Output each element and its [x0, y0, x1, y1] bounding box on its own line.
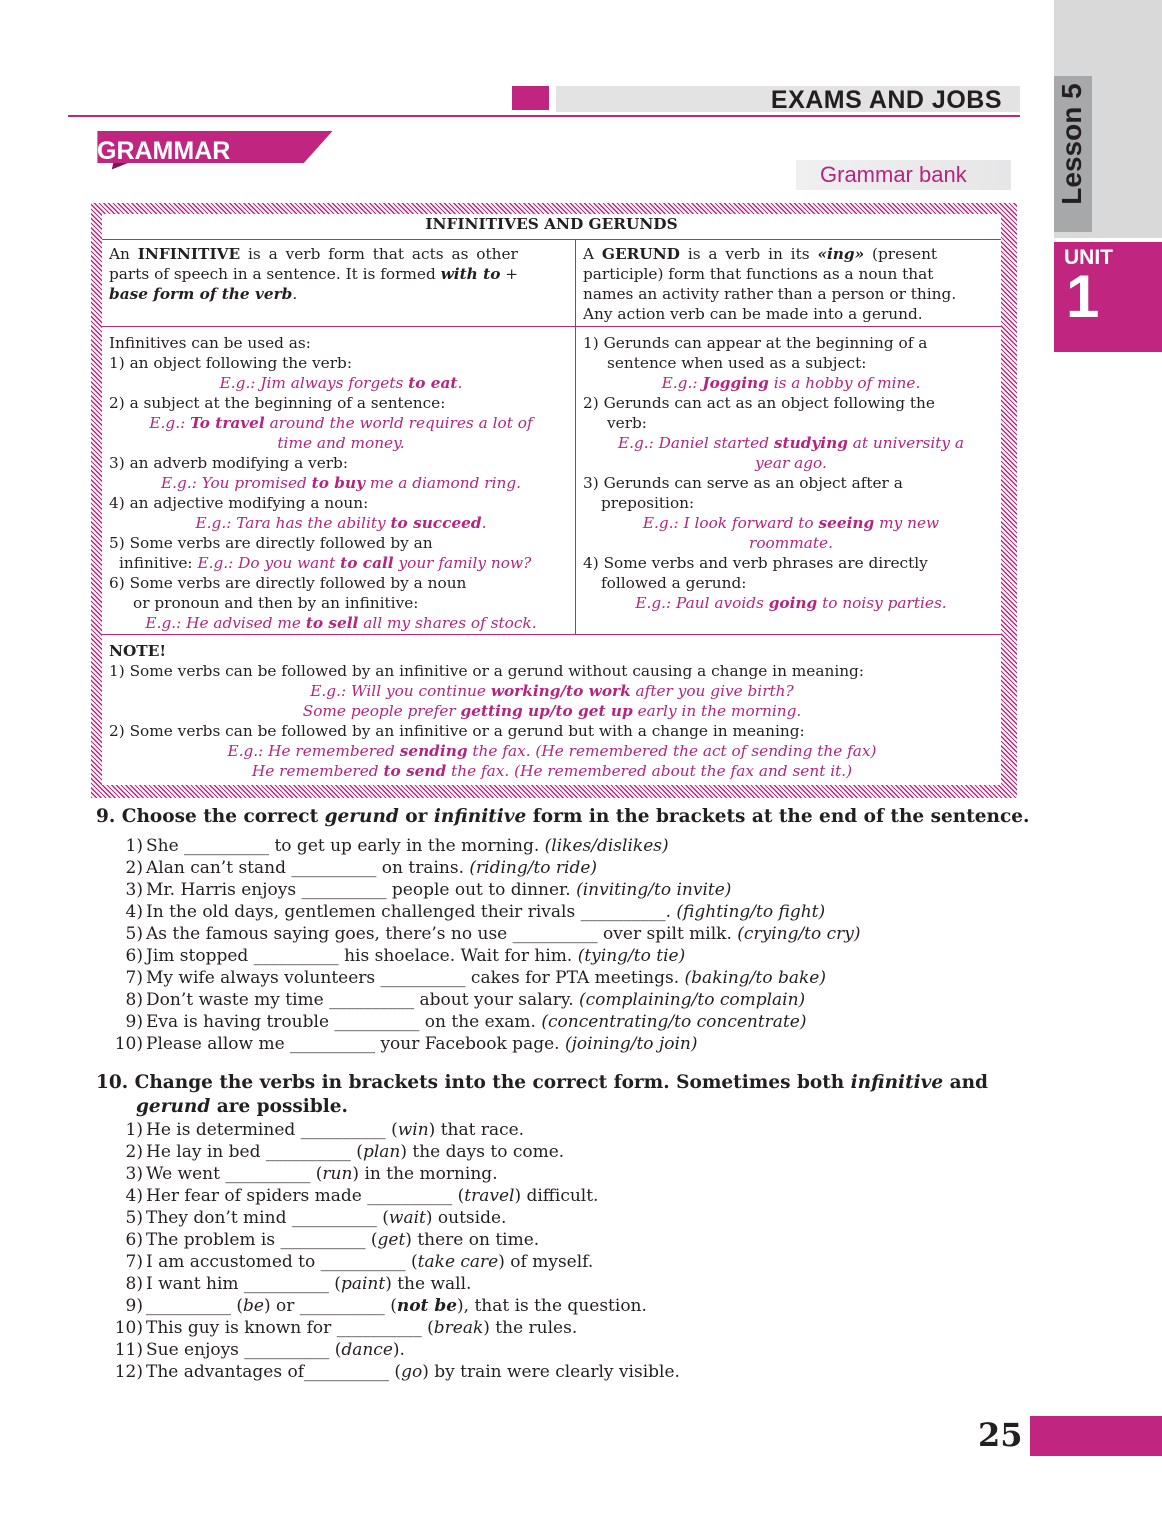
rule-line: 2) a subject at the beginning of a sentence: — [109, 394, 446, 412]
divider — [102, 326, 1001, 327]
rule-line: 4) Some verbs and verb phrases are directly — [583, 554, 928, 572]
definition-line: base form of the verb. — [109, 285, 298, 303]
grammar-bank-label: Grammar bank — [820, 162, 967, 187]
item-number: 9) — [125, 1012, 143, 1032]
rule-line: 1) an object following the verb: — [109, 354, 352, 372]
item-hint: (tying/to tie) — [577, 946, 686, 966]
rule-text: infinitive: — [119, 554, 193, 572]
rule-line — [109, 553, 573, 573]
exercise-item — [113, 1119, 524, 1141]
item-text: __________ ( — [146, 1296, 244, 1316]
example: E.g.: Tara has the ability to succeed. — [195, 514, 487, 532]
example: E.g.: Paul avoids going to noisy parties. — [635, 594, 947, 612]
definition-line: parts of speech in a sentence. It is formed with to + — [109, 265, 519, 283]
page-number: 25 — [978, 1416, 1023, 1454]
rule-line: verb: — [607, 414, 647, 432]
item-text: Sue enjoys __________ ( — [146, 1340, 342, 1360]
exercise-item — [113, 1361, 680, 1383]
item-verb: go — [401, 1362, 423, 1382]
infinitive-definition — [109, 244, 518, 304]
item-number: 11) — [114, 1340, 143, 1360]
item-hint: (crying/to cry) — [737, 924, 861, 944]
rule-line: 2) Gerunds can act as an object following the — [583, 394, 935, 412]
item-verb: plan — [362, 1142, 401, 1162]
rule-line: sentence when used as a subject: — [607, 354, 867, 372]
item-hint: (joining/to join) — [564, 1034, 698, 1054]
exercise-item — [113, 1295, 647, 1317]
item-number: 3) — [125, 880, 143, 900]
exercise-item — [113, 1229, 539, 1251]
unit-badge — [1054, 242, 1162, 352]
definition-line: names an activity rather than a person or thing. — [583, 285, 957, 303]
exercise-9-heading: 9. Choose the correct gerund or infinitive form in the brackets at the end of the sentence. — [96, 806, 1030, 827]
rule-line: followed a gerund: — [601, 574, 747, 592]
gerund-uses — [583, 333, 999, 613]
example: E.g.: He remembered sending the fax. (He remembered the act of sending the fax) — [227, 742, 877, 760]
item-text: Her fear of spiders made __________ ( — [146, 1186, 465, 1206]
item-number: 4) — [125, 902, 143, 922]
example: E.g.: Jim always forgets to eat. — [219, 374, 463, 392]
item-number: 2) — [125, 858, 143, 878]
item-text: ), that is the question. — [457, 1296, 647, 1316]
rule-line: 4) an adjective modifying a noun: — [109, 494, 369, 512]
exercise-item — [113, 1011, 806, 1033]
item-hint: (likes/dislikes) — [544, 836, 669, 856]
example: He remembered to send the fax. (He remembered about the fax and sent it.) — [251, 762, 853, 780]
item-text: This guy is known for __________ ( — [146, 1318, 434, 1338]
item-text: He is determined __________ ( — [146, 1120, 398, 1140]
rule-line: 3) Gerunds can serve as an object after a — [583, 474, 903, 492]
item-number: 6) — [125, 946, 143, 966]
item-verb: not be — [396, 1296, 458, 1316]
item-number: 5) — [125, 924, 143, 944]
item-text: The advantages of__________ ( — [146, 1362, 402, 1382]
chapter-title: EXAMS AND JOBS — [770, 86, 1002, 114]
item-text: I am accustomed to __________ ( — [146, 1252, 418, 1272]
exercise-item — [113, 1163, 498, 1185]
item-text: The problem is __________ ( — [146, 1230, 378, 1250]
item-text: He lay in bed __________ ( — [146, 1142, 363, 1162]
item-number: 1) — [125, 1120, 143, 1140]
item-text: Don’t waste my time __________ about your salary. — [146, 990, 580, 1010]
item-text: My wife always volunteers __________ cakes for PTA meetings. — [146, 968, 685, 988]
item-number: 2) — [125, 1142, 143, 1162]
item-number: 1) — [125, 836, 143, 856]
item-hint: (riding/to ride) — [469, 858, 598, 878]
item-number: 5) — [125, 1208, 143, 1228]
exercise-10-heading-cont: gerund are possible. — [136, 1096, 348, 1117]
exercise-item — [113, 967, 826, 989]
exercise-item — [113, 835, 669, 857]
note — [109, 641, 995, 781]
exercise-item — [113, 857, 597, 879]
unit-label: UNIT — [1064, 246, 1113, 269]
section-title: GRAMMAR — [97, 137, 231, 165]
item-hint: (fighting/to fight) — [676, 902, 826, 922]
item-text: Please allow me __________ your Facebook page. — [146, 1034, 565, 1054]
item-number: 10) — [114, 1034, 143, 1054]
unit-number: 1 — [1066, 263, 1100, 330]
exercise-10-heading: 10. Change the verbs in brackets into the correct form. Sometimes both infinitive and — [96, 1072, 988, 1093]
item-text: Mr. Harris enjoys __________ people out to dinner. — [146, 880, 577, 900]
example: roommate. — [749, 534, 833, 552]
item-text: ) that race. — [428, 1120, 525, 1140]
example: E.g.: He advised me to sell all my shares of stock. — [145, 614, 537, 632]
item-text: ) difficult. — [514, 1186, 599, 1206]
item-text: ) the wall. — [385, 1274, 472, 1294]
definition-line: A GERUND is a verb in its «ing» (present — [583, 245, 938, 263]
exercise-item — [113, 1251, 593, 1273]
exercise-item — [113, 1033, 697, 1055]
header-rule — [68, 115, 1020, 117]
rule-line: or pronoun and then by an infinitive: — [133, 594, 419, 612]
example: year ago. — [755, 454, 827, 472]
item-number: 8) — [125, 990, 143, 1010]
item-text: Alan can’t stand __________ on trains. — [146, 858, 470, 878]
item-text: ) the days to come. — [400, 1142, 565, 1162]
example: E.g.: I look forward to seeing my new — [642, 514, 940, 532]
item-text: As the famous saying goes, there’s no use __________ over spilt milk. — [146, 924, 738, 944]
item-number: 4) — [125, 1186, 143, 1206]
item-text: ) the rules. — [483, 1318, 578, 1338]
item-number: 3) — [125, 1164, 143, 1184]
example: E.g.: You promised to buy me a diamond ring. — [161, 474, 521, 492]
exercise-item — [113, 901, 825, 923]
item-verb: be — [243, 1296, 264, 1316]
item-number: 10) — [114, 1318, 143, 1338]
item-hint: (baking/to bake) — [684, 968, 826, 988]
item-number: 7) — [125, 1252, 143, 1272]
item-verb: run — [322, 1164, 353, 1184]
item-text: ) by train were clearly visible. — [422, 1362, 680, 1382]
item-text: ). — [392, 1340, 405, 1360]
item-number: 6) — [125, 1230, 143, 1250]
item-text: In the old days, gentlemen challenged their rivals __________. — [146, 902, 677, 922]
lesson-label: Lesson 5 — [1056, 83, 1087, 205]
example: E.g.: Jogging is a hobby of mine. — [661, 374, 921, 392]
note-title: NOTE! — [109, 642, 167, 660]
item-verb: travel — [464, 1186, 515, 1206]
rule-line: preposition: — [601, 494, 695, 512]
item-number: 8) — [125, 1274, 143, 1294]
item-verb: paint — [340, 1274, 386, 1294]
divider — [102, 634, 1001, 635]
example: E.g.: Do you want to call your family now? — [197, 554, 532, 572]
page-number-bar — [1030, 1416, 1162, 1456]
item-verb: get — [377, 1230, 406, 1250]
gerund-definition — [583, 244, 956, 324]
exercise-item — [113, 879, 731, 901]
item-text: They don’t mind __________ ( — [146, 1208, 389, 1228]
example: time and money. — [277, 434, 405, 452]
item-text: We went __________ ( — [146, 1164, 323, 1184]
item-text: Eva is having trouble __________ on the exam. — [146, 1012, 542, 1032]
definition-line: An INFINITIVE is a verb form that acts as other — [109, 245, 518, 263]
item-verb: break — [433, 1318, 484, 1338]
box-title: INFINITIVES AND GERUNDS — [425, 215, 678, 233]
item-text: Jim stopped __________ his shoelace. Wait for him. — [146, 946, 578, 966]
item-number: 9) — [125, 1296, 143, 1316]
item-verb: win — [397, 1120, 429, 1140]
exercise-item — [113, 923, 861, 945]
infinitive-uses — [109, 333, 573, 633]
item-verb: wait — [388, 1208, 426, 1228]
item-text: ) of myself. — [498, 1252, 594, 1272]
exercise-item — [113, 1273, 471, 1295]
exercise-item — [113, 1207, 506, 1229]
item-hint: (inviting/to invite) — [576, 880, 732, 900]
rule-line: 5) Some verbs are directly followed by an — [109, 534, 433, 552]
item-hint: (complaining/to complain) — [579, 990, 806, 1010]
item-text: ) in the morning. — [352, 1164, 498, 1184]
exercise-item — [113, 989, 805, 1011]
rule-line: 3) an adverb modifying a verb: — [109, 454, 349, 472]
item-text: ) outside. — [425, 1208, 507, 1228]
rule-line: Infinitives can be used as: — [109, 334, 311, 352]
exercise-item — [113, 1339, 405, 1361]
item-text: ) or __________ ( — [264, 1296, 397, 1316]
divider — [102, 239, 1001, 240]
exercise-item — [113, 1141, 564, 1163]
note-line: 1) Some verbs can be followed by an infinitive or a gerund without causing a change in meaning: — [109, 662, 865, 680]
definition-line: participle) form that functions as a noun that — [583, 265, 934, 283]
column-divider — [575, 239, 576, 634]
example: E.g.: To travel around the world requires a lot of — [149, 414, 533, 432]
item-text: I want him __________ ( — [146, 1274, 341, 1294]
exercise-item — [113, 945, 685, 967]
item-number: 12) — [114, 1362, 143, 1382]
example: E.g.: Daniel started studying at university a — [617, 434, 965, 452]
header-accent-block — [512, 86, 549, 110]
item-verb: dance — [341, 1340, 393, 1360]
note-line: 2) Some verbs can be followed by an infinitive or a gerund but with a change in meaning: — [109, 722, 805, 740]
rule-line: 6) Some verbs are directly followed by a noun — [109, 574, 467, 592]
example: Some people prefer getting up/to get up early in the morning. — [302, 702, 802, 720]
item-number: 7) — [125, 968, 143, 988]
exercise-item — [113, 1317, 577, 1339]
rule-line: 1) Gerunds can appear at the beginning of a — [583, 334, 928, 352]
item-hint: (concentrating/to concentrate) — [541, 1012, 807, 1032]
example: E.g.: Will you continue working/to work after you give birth? — [310, 682, 794, 700]
exercise-item — [113, 1185, 598, 1207]
definition-line: Any action verb can be made into a gerund. — [583, 305, 923, 323]
item-text: She __________ to get up early in the morning. — [146, 836, 545, 856]
item-verb: take care — [417, 1252, 499, 1272]
item-text: ) there on time. — [405, 1230, 540, 1250]
